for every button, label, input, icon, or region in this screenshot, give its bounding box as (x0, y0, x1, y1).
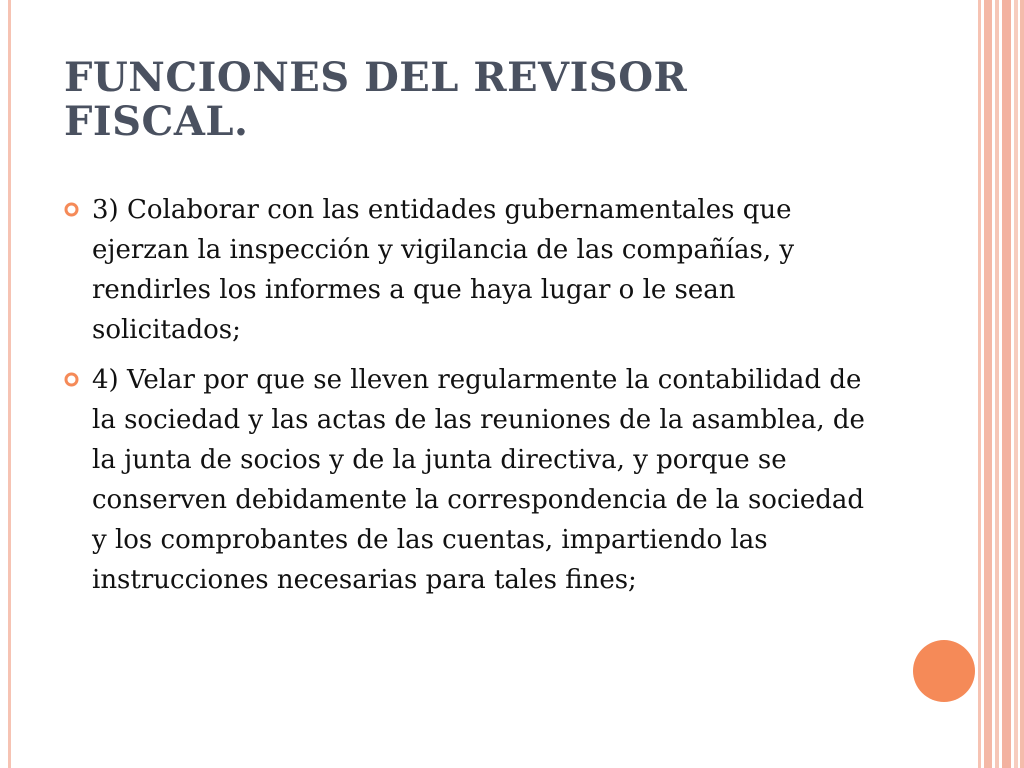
stripe (1020, 0, 1024, 768)
ring-bullet-icon (64, 372, 79, 387)
decorative-circle (913, 640, 975, 702)
stripe (978, 0, 981, 768)
stripe (995, 0, 999, 768)
bullet-item (64, 360, 884, 600)
bullet-text: 3) Colaborar con las entidades gubernamentales que ejerzan la inspección y vigilancia de las compañías, y rendirles los informes a que haya lugar o le sean solicitados; (92, 195, 795, 345)
bullet-list (64, 190, 884, 610)
ring-bullet-icon (64, 202, 79, 217)
stripe (984, 0, 992, 768)
bullet-text: 4) Velar por que se lleven regularmente la contabilidad de la sociedad y las actas de las reuniones de la asamblea, de la junta de socios y de la junta directiva, y porque se conserven debidamente la correspondencia de la sociedad y los comprobantes de las cuentas, impartiendo las instrucciones necesarias para tales fines; (92, 365, 865, 595)
stripe (1014, 0, 1018, 768)
left-edge-line (8, 0, 11, 768)
slide-title: FUNCIONES DEL REVISOR FISCAL. (64, 54, 688, 145)
right-decorative-stripes (978, 0, 1024, 768)
stripe (1002, 0, 1011, 768)
bullet-item (64, 190, 884, 350)
